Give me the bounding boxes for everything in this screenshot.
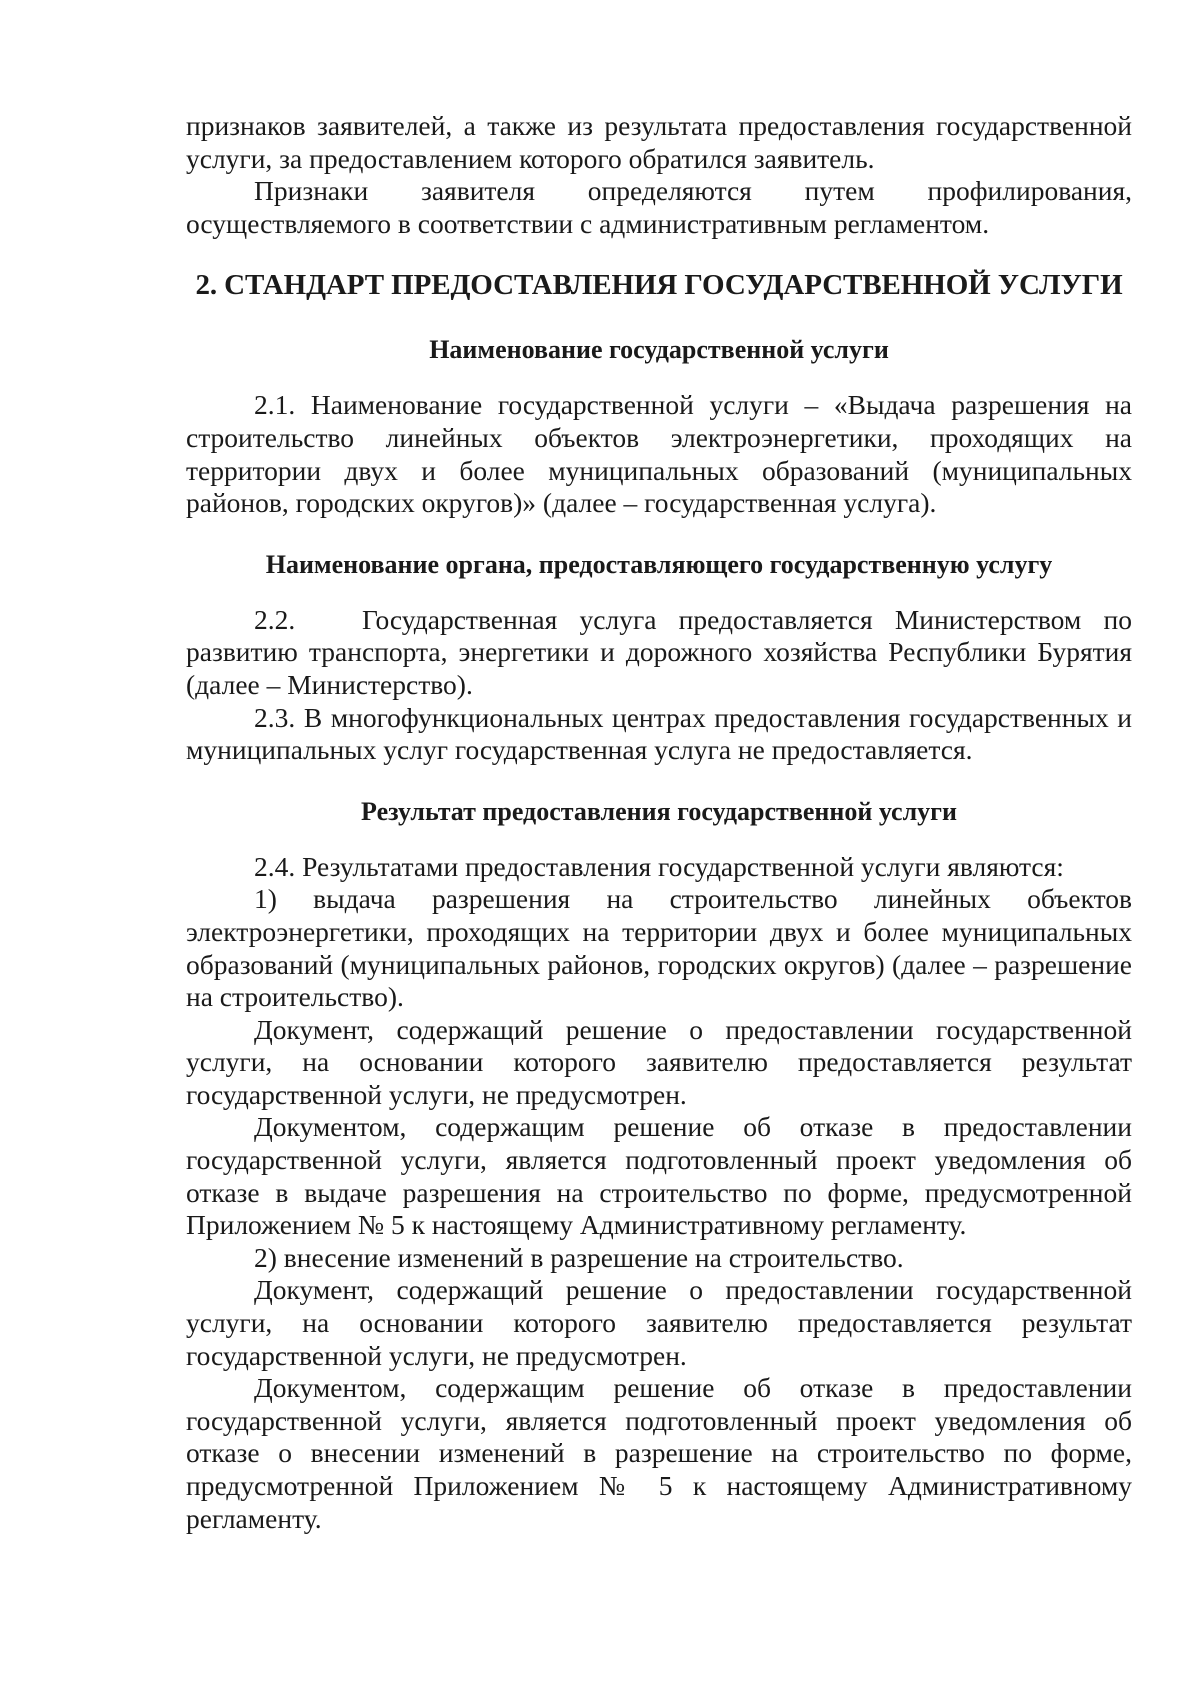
intro-paragraph-1: признаков заявителей, а также из результата предоставления государственной услуги, за предоставлением которого обратился заявитель. (186, 110, 1132, 174)
paragraph-2-1: 2.1. Наименование государственной услуги – «Выдача разрешения на строительство линейных объектов электроэнергетики, проходящих на территории двух и более муниципальных образований (муниципальных районов, городских округов)» (далее – государственная услуга). (186, 389, 1132, 519)
subheading-service-name: Наименование государственной услуги (429, 335, 889, 365)
subheading-service-result: Результат предоставления государственной услуги (361, 796, 957, 826)
paragraph-2-3: 2.3. В многофункциональных центрах предоставления государственных и муниципальных услуг государственная услуга не предоставляется. (186, 701, 1132, 766)
paragraph-result-2: 2) внесение изменений в разрешение на строительство. (254, 1241, 904, 1273)
paragraph-result-2-refusal: Документом, содержащим решение об отказе в предоставлении государственной услуги, является подготовленный проект уведомления об отказе о внесении изменений в разрешение на строительство по форме, предусмотренной Приложением № 5 к настоящему Административному регламенту. (186, 1372, 1132, 1534)
intro-paragraph-2: Признаки заявителя определяются путем профилирования, осуществляемого в соответствии с административным регламентом. (186, 175, 1132, 239)
paragraph-result-1: 1) выдача разрешения на строительство линейных объектов электроэнергетики, проходящих на территории двух и более муниципальных образований (муниципальных районов, городских округов) (далее – разрешение на строительство). (186, 883, 1132, 1013)
paragraph-2-2: 2.2. Государственная услуга предоставляется Министерством по развитию транспорта, энергетики и дорожного хозяйства Республики Бурятия (далее – Министерство). (186, 603, 1139, 700)
paragraph-2-4: 2.4. Результатами предоставления государственной услуги являются: (254, 850, 1064, 882)
document-body (186, 110, 1139, 1535)
paragraph-result-1-decision: Документ, содержащий решение о предоставлении государственной услуги, на основании которого заявителю предоставляется результат государственной услуги, не предусмотрен. (186, 1013, 1132, 1110)
section-title: 2. СТАНДАРТ ПРЕДОСТАВЛЕНИЯ ГОСУДАРСТВЕННОЙ УСЛУГИ (195, 269, 1123, 302)
paragraph-result-2-decision: Документ, содержащий решение о предоставлении государственной услуги, на основании которого заявителю предоставляется результат государственной услуги, не предусмотрен. (186, 1274, 1132, 1371)
subheading-providing-body: Наименование органа, предоставляющего государственную услугу (265, 549, 1053, 579)
paragraph-result-1-refusal: Документом, содержащим решение об отказе в предоставлении государственной услуги, является подготовленный проект уведомления об отказе в выдаче разрешения на строительство по форме, предусмотренной Приложением № 5 к настоящему Административному регламенту. (186, 1111, 1132, 1241)
